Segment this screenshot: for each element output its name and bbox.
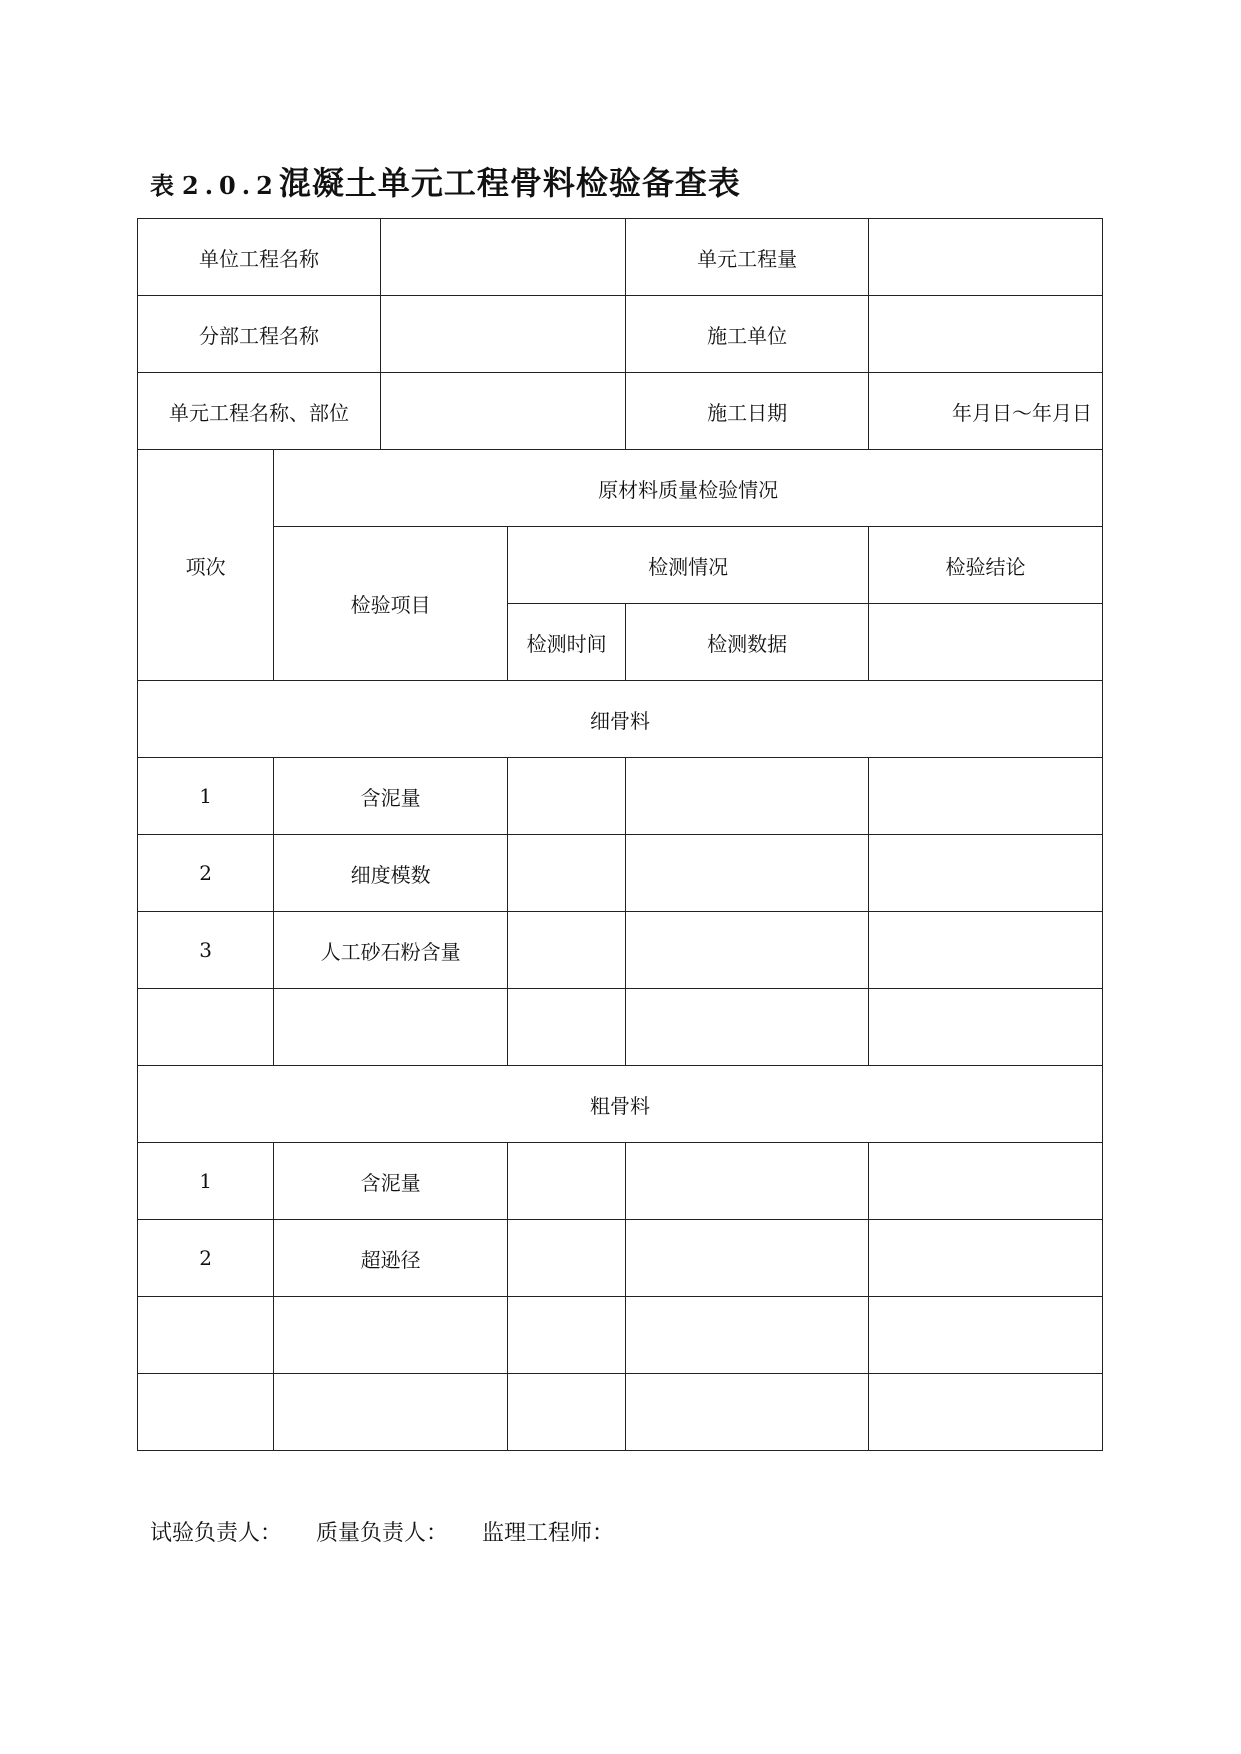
inspection-item[interactable] [274, 1374, 508, 1451]
detection-time-cell[interactable] [508, 1374, 626, 1451]
signature-footer [150, 1516, 648, 1547]
unit-project-label: 单位工程名称 [138, 219, 381, 296]
fine-aggregate-section-row [138, 681, 1103, 758]
detection-data-cell[interactable] [626, 1297, 869, 1374]
detection-time-header: 检测时间 [508, 604, 626, 681]
row-number[interactable] [138, 1374, 274, 1451]
title-main: 混凝土单元工程骨料检验备查表 [278, 164, 741, 202]
conclusion-cell[interactable] [869, 989, 1103, 1066]
table-row [138, 1220, 1103, 1297]
row-number[interactable] [138, 989, 274, 1066]
fine-aggregate-label: 细骨料 [138, 681, 1103, 758]
detection-time-cell[interactable] [508, 912, 626, 989]
detection-data-cell[interactable] [626, 1374, 869, 1451]
inspection-conclusion-header: 检验结论 [869, 527, 1103, 604]
conclusion-cell[interactable] [869, 1220, 1103, 1297]
detection-time-cell[interactable] [508, 1220, 626, 1297]
supervision-engineer-label: 监理工程师： [482, 1521, 615, 1546]
detection-status-header: 检测情况 [508, 527, 869, 604]
element-quantity-value[interactable] [869, 219, 1103, 296]
coarse-aggregate-section-row [138, 1066, 1103, 1143]
unit-project-value[interactable] [380, 219, 625, 296]
detection-time-cell[interactable] [508, 835, 626, 912]
detection-time-cell[interactable] [508, 1297, 626, 1374]
header-row-division [138, 296, 1103, 373]
contractor-label: 施工单位 [626, 296, 869, 373]
header-row-unit-project [138, 219, 1103, 296]
row-number: 2 [138, 1220, 274, 1297]
element-quantity-label: 单元工程量 [626, 219, 869, 296]
table-row [138, 1143, 1103, 1220]
conclusion-blank-cell[interactable] [869, 604, 1103, 681]
row-number: 3 [138, 912, 274, 989]
table-head-row-2 [138, 527, 1103, 604]
detection-time-cell[interactable] [508, 1143, 626, 1220]
inspection-item[interactable] [274, 989, 508, 1066]
detection-data-cell[interactable] [626, 1143, 869, 1220]
table-row [138, 1297, 1103, 1374]
inspection-item[interactable] [274, 1297, 508, 1374]
quality-responsible-label: 质量负责人： [316, 1521, 449, 1546]
inspection-item: 超逊径 [274, 1220, 508, 1297]
detection-data-header: 检测数据 [626, 604, 869, 681]
conclusion-cell[interactable] [869, 1143, 1103, 1220]
item-no-header: 项次 [138, 450, 274, 681]
division-label: 分部工程名称 [138, 296, 381, 373]
conclusion-cell[interactable] [869, 835, 1103, 912]
table-row [138, 758, 1103, 835]
inspection-item: 含泥量 [274, 758, 508, 835]
row-number: 1 [138, 758, 274, 835]
conclusion-cell[interactable] [869, 1374, 1103, 1451]
conclusion-cell[interactable] [869, 1297, 1103, 1374]
title-prefix: 表 [150, 171, 174, 200]
header-row-element [138, 373, 1103, 450]
inspection-item-header: 检验项目 [274, 527, 508, 681]
title-number: 2.0.2 [182, 171, 279, 200]
detection-data-cell[interactable] [626, 1220, 869, 1297]
conclusion-cell[interactable] [869, 912, 1103, 989]
construction-date-label: 施工日期 [626, 373, 869, 450]
detection-data-cell[interactable] [626, 835, 869, 912]
coarse-aggregate-label: 粗骨料 [138, 1066, 1103, 1143]
detection-data-cell[interactable] [626, 758, 869, 835]
element-name-value[interactable] [380, 373, 625, 450]
detection-time-cell[interactable] [508, 989, 626, 1066]
construction-date-value[interactable]: 年月日～年月日 [869, 373, 1103, 450]
table-row [138, 912, 1103, 989]
detection-data-cell[interactable] [626, 989, 869, 1066]
page-title [150, 162, 741, 204]
inspection-item: 细度模数 [274, 835, 508, 912]
table-row [138, 989, 1103, 1066]
table-row [138, 1374, 1103, 1451]
test-responsible-label: 试验负责人： [150, 1521, 283, 1546]
detection-data-cell[interactable] [626, 912, 869, 989]
row-number: 2 [138, 835, 274, 912]
table-head-row-1 [138, 450, 1103, 527]
row-number: 1 [138, 1143, 274, 1220]
table-row [138, 835, 1103, 912]
inspection-form-table [137, 218, 1103, 1451]
inspection-item: 人工砂石粉含量 [274, 912, 508, 989]
inspection-item: 含泥量 [274, 1143, 508, 1220]
conclusion-cell[interactable] [869, 758, 1103, 835]
division-value[interactable] [380, 296, 625, 373]
element-name-label: 单元工程名称、部位 [138, 373, 381, 450]
detection-time-cell[interactable] [508, 758, 626, 835]
contractor-value[interactable] [869, 296, 1103, 373]
row-number[interactable] [138, 1297, 274, 1374]
raw-material-inspection-header: 原材料质量检验情况 [274, 450, 1103, 527]
